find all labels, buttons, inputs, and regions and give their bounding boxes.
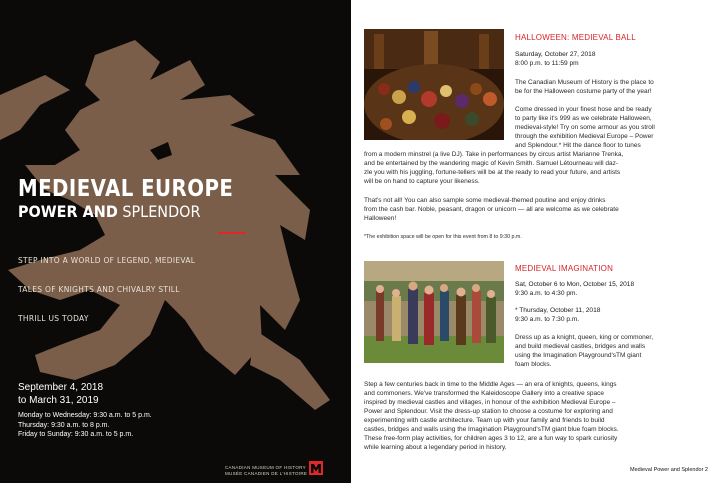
paragraph-line: from the cash bar. Noble, peasant, dragon or unicorn — all are welcome as we celebrate (364, 206, 619, 213)
imagination-title: MEDIEVAL IMAGINATION (515, 264, 614, 273)
exhibition-title (18, 176, 268, 222)
title-line-2-light: SPLENDOR (122, 202, 201, 221)
cover-page (0, 0, 351, 483)
paragraph-line: using the Imagination Playground'sTM giant (515, 352, 642, 359)
exhibition-note: *The exhibition space will be open for this event from 8 to 9:30 p.m. (364, 234, 522, 240)
paragraph-line: and commoners. We've transformed the Kaleidoscope Gallery into a creative space (364, 390, 604, 397)
imagination-date-1: Sat, October 6 to Mon, October 15, 2018 (515, 281, 635, 288)
halloween-title: HALLOWEEN: MEDIEVAL BALL (515, 33, 636, 42)
museum-logo-icon (309, 461, 323, 475)
imagination-time-2: 9:30 a.m. to 7:30 p.m. (515, 316, 580, 323)
museum-name-english: CANADIAN MUSEUM OF HISTORY (225, 465, 306, 470)
title-line-1: MEDIEVAL EUROPE (18, 176, 234, 202)
paragraph-line: The Canadian Museum of History is the place to (515, 79, 654, 86)
hours-line: Thursday: 9:30 a.m. to 8 p.m. (18, 421, 110, 429)
accent-bar (218, 232, 246, 234)
paragraph-line: foam blocks. (515, 361, 552, 368)
paragraph-line: while learning about a legendary period in history. (364, 444, 507, 451)
halloween-time: 8:00 p.m. to 11:59 pm (515, 60, 579, 67)
paragraph-line: Power and Splendour. Visit the dress-up station to choose a costume for exploring and (364, 408, 613, 415)
museum-name-french: MUSÉE CANADIEN DE L'HISTOIRE (225, 471, 308, 476)
tagline-line-1: STEP INTO A WORLD OF LEGEND, MEDIEVAL (18, 256, 196, 265)
medieval-costumes-photo (364, 261, 504, 363)
paragraph-line: That's not all! You can also sample some medieval-themed poutine and enjoy drinks (364, 197, 606, 204)
paragraph-line: Halloween! (364, 215, 397, 222)
medieval-ball-photo (364, 29, 504, 140)
paragraph-line: Step a few centuries back in time to the Middle Ages — an era of knights, queens, kings (364, 381, 617, 388)
events-page (351, 0, 724, 483)
title-line-2 (18, 202, 243, 222)
paragraph-line: will be on hand to capture your likeness. (364, 178, 480, 185)
hours-line: Monday to Wednesday: 9:30 a.m. to 5 p.m. (18, 412, 152, 419)
imagination-time-1: 9:30 a.m. to 4:30 pm. (515, 290, 578, 297)
tagline-line-2: TALES OF KNIGHTS AND CHIVALRY STILL (18, 285, 180, 294)
paragraph-line: zle you with his juggling, fortune-tellers will be at the ready to read your future, and artists (364, 169, 621, 176)
hours-line: Friday to Sunday: 9:30 a.m. to 5 p.m. (18, 431, 134, 438)
page-footer: Medieval Power and Splendor 2 (630, 467, 708, 473)
paragraph-line: from a modern minstrel (a live DJ). Take in performances by circus artist Marianne Trenka, (364, 151, 624, 158)
halloween-date: Saturday, October 27, 2018 (515, 51, 596, 58)
paragraph-line: through the exhibition Medieval Europe – Power (515, 133, 654, 140)
tagline-line-3: THRILL US TODAY (18, 314, 89, 323)
paragraph-line: castles, bridges and walls using the Imagination Playground'sTM giant blue foam blocks. (364, 426, 619, 433)
paragraph-line: medieval-style! Try on some armour as you stroll (515, 124, 655, 131)
title-line-2-bold: POWER AND (18, 202, 118, 221)
paragraph-line: to party like it's 999 as we celebrate Halloween, (515, 115, 652, 122)
paragraph-line: be for the Halloween costume party of the year! (515, 88, 652, 95)
paragraph-line: These free-form play activities, for children ages 3 to 12, are a fun way to spark curiosity (364, 435, 618, 442)
paragraph-line: and Splendour.* Hit the dance floor to tunes (515, 142, 641, 149)
paragraph-line: inspired by medieval castles and villages, in honour of the exhibition Medieval Europe – (364, 399, 616, 406)
imagination-date-2: * Thursday, October 11, 2018 (515, 307, 601, 314)
paragraph-line: Dress up as a knight, queen, king or commoner, (515, 334, 654, 341)
opening-hours (18, 411, 152, 440)
date-end: to March 31, 2019 (18, 395, 99, 406)
date-start: September 4, 2018 (18, 382, 104, 393)
paragraph-line: and build medieval castles, bridges and walls (515, 343, 646, 350)
paragraph-line: experimenting with castle architecture. Team up with your family and friends to build (364, 417, 605, 424)
exhibition-dates (18, 381, 103, 407)
paragraph-line: and be entertained by the wandering magic of Kevin Smith. Samuel Létourneau will daz- (364, 160, 619, 167)
paragraph-line: Come dressed in your finest hose and be ready (515, 106, 652, 113)
